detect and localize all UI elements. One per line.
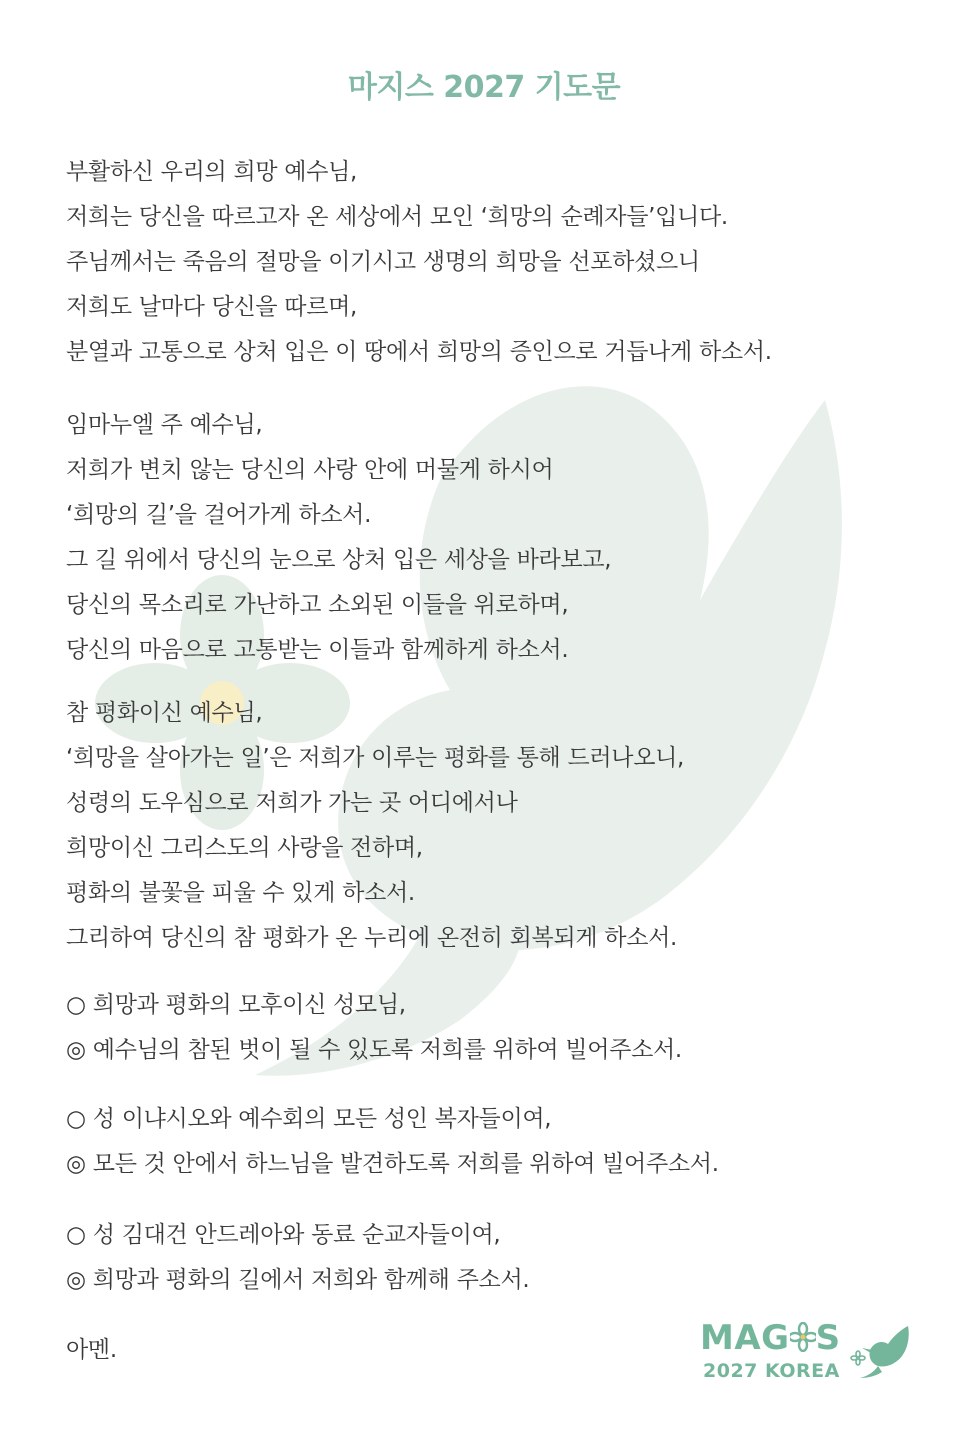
page-title: 마지스 2027 기도문: [347, 70, 621, 105]
prayer-line: 저희도 날마다 당신을 따르며,: [66, 294, 358, 320]
litany-ignatius: [66, 1097, 719, 1187]
litany-call: ○ 성 이냐시오와 예수회의 모든 성인 복자들이여,: [66, 1106, 552, 1132]
prayer-line: 주님께서는 죽음의 절망을 이기시고 생명의 희망을 선포하셨으니: [66, 249, 700, 275]
prayer-line: 부활하신 우리의 희망 예수님,: [66, 159, 358, 185]
magis-logo: [700, 1318, 930, 1390]
prayer-line: 당신의 마음으로 고통받는 이들과 함께하게 하소서.: [66, 637, 569, 663]
closing-amen: 아멘.: [66, 1337, 117, 1363]
prayer-line: 희망이신 그리스도의 사랑을 전하며,: [66, 835, 423, 861]
stanza-3: [66, 691, 684, 961]
litany-mary: [66, 983, 682, 1073]
stanza-2: [66, 403, 611, 673]
prayer-line: 분열과 고통으로 상처 입은 이 땅에서 희망의 증인으로 거듭나게 하소서.: [66, 339, 772, 365]
litany-call: ○ 희망과 평화의 모후이신 성모님,: [66, 992, 406, 1018]
dove-logo-icon: [850, 1320, 920, 1380]
prayer-line: ‘희망의 길’을 걸어가게 하소서.: [66, 502, 372, 528]
prayer-line: 임마누엘 주 예수님,: [66, 412, 263, 438]
prayer-line: ‘희망을 살아가는 일’은 저희가 이루는 평화를 통해 드러나오니,: [66, 745, 685, 771]
litany-martyrs: [66, 1213, 529, 1303]
prayer-line: 그 길 위에서 당신의 눈으로 상처 입은 세상을 바라보고,: [66, 547, 612, 573]
litany-call: ○ 성 김대건 안드레아와 동료 순교자들이여,: [66, 1222, 501, 1248]
prayer-line: 당신의 목소리로 가난하고 소외된 이들을 위로하며,: [66, 592, 569, 618]
logo-wordmark: [700, 1318, 841, 1358]
litany-response: ◎ 모든 것 안에서 하느님을 발견하도록 저희를 위하여 빌어주소서.: [66, 1151, 719, 1177]
logo-subtitle: 2027 KOREA: [703, 1360, 840, 1382]
logo-wordmark-right: S: [815, 1318, 841, 1358]
prayer-line: 저희는 당신을 따르고자 온 세상에서 모인 ‘희망의 순례자들’입니다.: [66, 204, 728, 230]
stanza-1: [66, 150, 772, 375]
prayer-line: 그리하여 당신의 참 평화가 온 누리에 온전히 회복되게 하소서.: [66, 925, 678, 951]
logo-flower-icon: [790, 1321, 816, 1351]
prayer-line: 성령의 도우심으로 저희가 가는 곳 어디에서나: [66, 790, 518, 816]
logo-wordmark-left: MAG: [700, 1318, 790, 1358]
prayer-line: 평화의 불꽃을 피울 수 있게 하소서.: [66, 880, 415, 906]
prayer-line: 참 평화이신 예수님,: [66, 700, 263, 726]
litany-response: ◎ 예수님의 참된 벗이 될 수 있도록 저희를 위하여 빌어주소서.: [66, 1037, 682, 1063]
prayer-line: 저희가 변치 않는 당신의 사랑 안에 머물게 하시어: [66, 457, 554, 483]
litany-response: ◎ 희망과 평화의 길에서 저희와 함께해 주소서.: [66, 1267, 530, 1293]
